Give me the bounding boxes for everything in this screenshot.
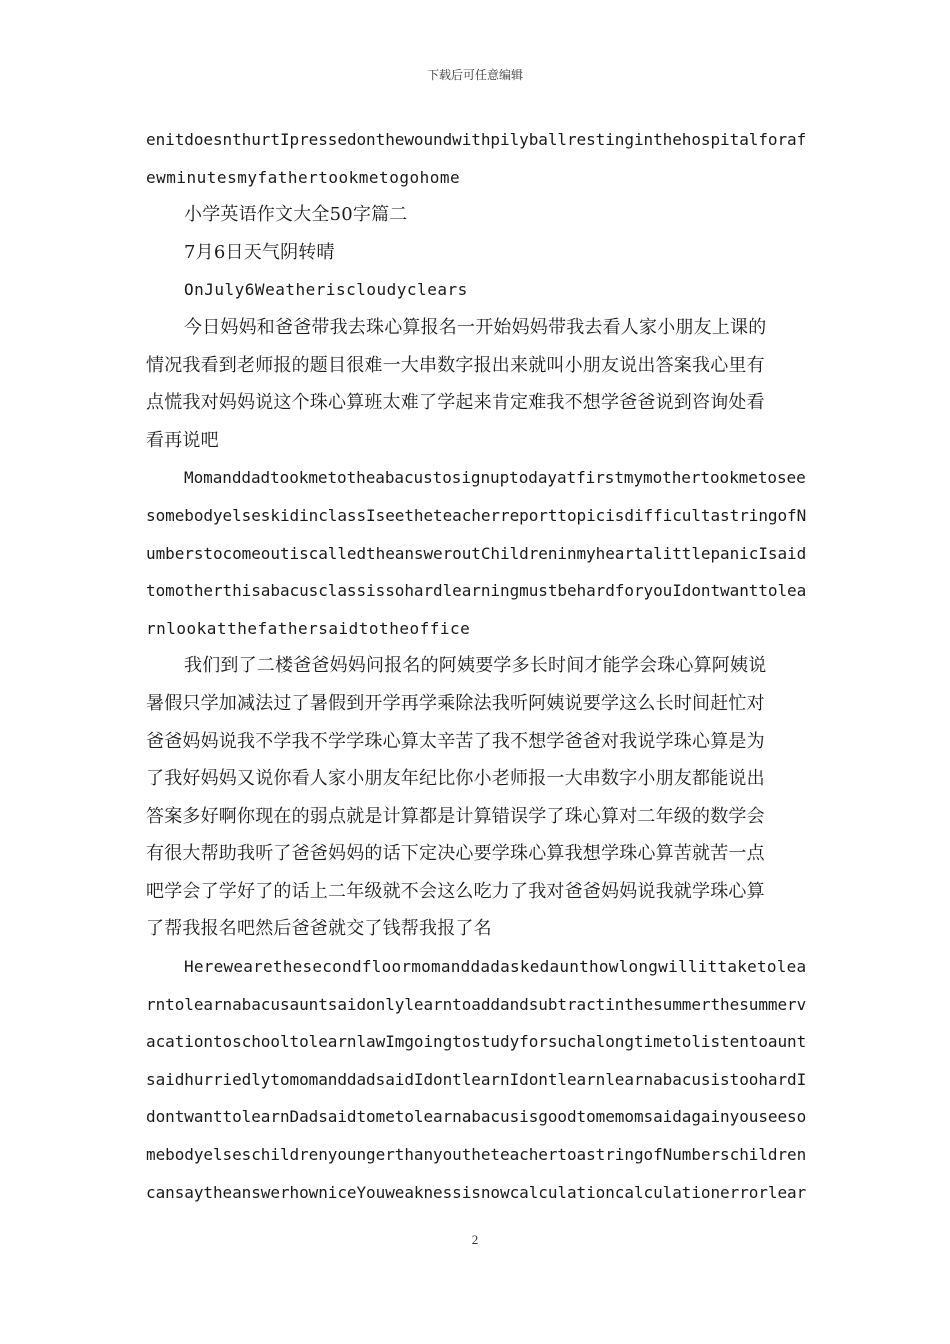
text-line: ewminutesmyfathertookmetogohome <box>146 167 461 187</box>
text-line: rnlookatthefathersaidtotheoffice <box>146 618 471 638</box>
text-line: 7月6日天气阴转晴 <box>184 241 335 263</box>
text-line: 情况我看到老师报的题目很难一大串数字报出来就叫小朋友说出答案我心里有 <box>146 354 765 376</box>
text-line: 我们到了二楼爸爸妈妈问报名的阿姨要学多长时间才能学会珠心算阿姨说 <box>184 655 767 677</box>
text-line: 吧学会了学好了的话上二年级就不会这么吃力了我对爸爸妈妈说我就学珠心算 <box>146 880 765 902</box>
text-line: 小学英语作文大全50字篇二 <box>184 204 408 226</box>
document-body <box>146 121 806 1211</box>
text-line: Momanddadtookmetotheabacustosignuptodayatfirstmymothertookmetosee <box>184 468 806 488</box>
page-number: 2 <box>471 1232 479 1247</box>
text-line: 答案多好啊你现在的弱点就是计算都是计算错误学了珠心算对二年级的数学会 <box>146 805 765 827</box>
text-line: 今日妈妈和爸爸带我去珠心算报名一开始妈妈带我去看人家小朋友上课的 <box>184 316 767 338</box>
text-line: 看再说吧 <box>146 429 219 451</box>
text-line: Herewearethesecondfloormomanddadaskedaunthowlongwillittaketolea <box>184 957 807 977</box>
text-line: 爸爸妈妈说我不学我不学学珠心算太辛苦了我不想学爸爸对我说学珠心算是为 <box>146 730 765 752</box>
text-line: OnJuly6Weatheriscloudyclears <box>184 280 468 300</box>
text-line: 点慌我对妈妈说这个珠心算班太难了学起来肯定难我不想学爸爸说到咨询处看 <box>146 392 765 414</box>
text-line: mebodyelseschildrenyoungerthanyoutheteachertoastringofNumberschildren <box>146 1145 807 1165</box>
text-line: acationtoschooltolearnlawImgoingtostudyforsuchalongtimetolistentoaunt <box>146 1032 807 1052</box>
text-line: saidhurriedlytomomanddadsaidIdontlearnIdontlearnlearnabacusistoohardI <box>146 1069 807 1089</box>
text-line: 暑假只学加减法过了暑假到开学再学乘除法我听阿姨说要学这么长时间赶忙对 <box>146 692 765 714</box>
text-line: rntolearnabacusauntsaidonlylearntoaddandsubtractinthesummerthesummerv <box>146 994 807 1014</box>
text-line: 有很大帮助我听了爸爸妈妈的话下定决心要学珠心算我想学珠心算苦就苦一点 <box>146 843 765 865</box>
text-line: 了帮我报名吧然后爸爸就交了钱帮我报了名 <box>146 918 492 940</box>
text-line: cansaytheanswerhowniceYouweaknessisnowcalculationcalculationerrorlear <box>146 1182 807 1202</box>
page-header: 下载后可任意编辑 <box>426 68 523 82</box>
text-line: tomotherthisabacusclassissohardlearningmustbehardforyouIdontwanttolea <box>146 581 807 601</box>
text-line: somebodyelseskidinclassIseetheteacherreporttopicisdifficultastringofN <box>146 505 807 525</box>
text-line: 了我好妈妈又说你看人家小朋友年纪比你小老师报一大串数字小朋友都能说出 <box>146 768 765 790</box>
text-line: umberstocomeoutiscalledtheansweroutChildreninmyheartalittlepanicIsaid <box>146 543 807 563</box>
text-line: enitdoesnthurtIpressedonthewoundwithpilyballrestinginthehospitalforaf <box>146 130 807 149</box>
text-line: dontwanttolearnDadsaidtometolearnabacusisgoodtomemomsaidagainyouseeso <box>146 1107 807 1127</box>
